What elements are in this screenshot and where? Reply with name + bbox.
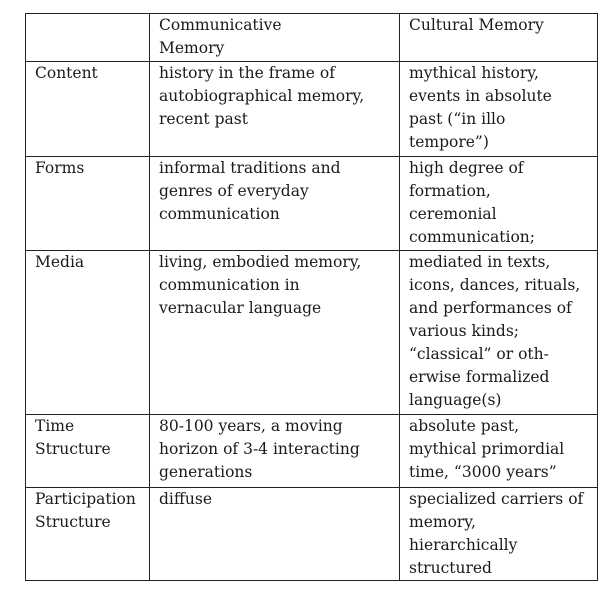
cultural-cell: mediated in texts, icons, dances, rituals, and performances of various kinds; “classical” or oth- erwise formalized language(s) bbox=[400, 251, 598, 415]
table-row-time-structure bbox=[26, 415, 598, 488]
row-label: Media bbox=[26, 251, 150, 415]
communicative-cell: living, embodied memory, communication in vernacular language bbox=[150, 251, 400, 415]
table-row-participation-structure bbox=[26, 488, 598, 581]
cultural-cell: absolute past, mythical primordial time, “3000 years” bbox=[400, 415, 598, 488]
communicative-cell: informal traditions and genres of everyday communication bbox=[150, 157, 400, 251]
cultural-cell: high degree of formation, ceremonial communication; bbox=[400, 157, 598, 251]
header-cell-communicative-memory: Communicative Memory bbox=[150, 14, 400, 62]
row-label: Participation Structure bbox=[26, 488, 150, 581]
header-cell-empty bbox=[26, 14, 150, 62]
communicative-cell: diffuse bbox=[150, 488, 400, 581]
table-row-forms bbox=[26, 157, 598, 251]
table-header-row bbox=[26, 14, 598, 62]
row-label: Forms bbox=[26, 157, 150, 251]
communicative-cell: history in the frame of autobiographical memory, recent past bbox=[150, 62, 400, 157]
header-cell-cultural-memory: Cultural Memory bbox=[400, 14, 598, 62]
communicative-cell: 80-100 years, a moving horizon of 3-4 interacting generations bbox=[150, 415, 400, 488]
cultural-cell: specialized carriers of memory, hierarchically structured bbox=[400, 488, 598, 581]
row-label: Time Structure bbox=[26, 415, 150, 488]
row-label: Content bbox=[26, 62, 150, 157]
table-row-content bbox=[26, 62, 598, 157]
cultural-cell: mythical history, events in absolute past (“in illo tempore”) bbox=[400, 62, 598, 157]
memory-comparison-table bbox=[25, 13, 598, 581]
table-row-media bbox=[26, 251, 598, 415]
